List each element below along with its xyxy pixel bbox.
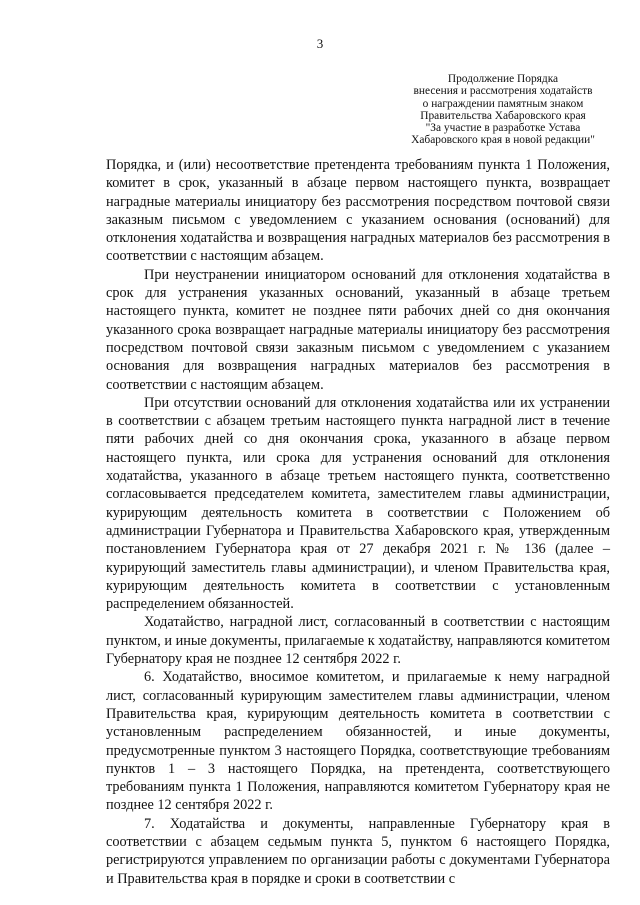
header-line: Продолжение Порядка bbox=[447, 73, 559, 85]
document-header bbox=[378, 73, 628, 147]
paragraph: При отсутствии оснований для отклонения ходатайства или их устранении в соответствии с абзацем третьим настоящего пункта наградной лист в течение пяти рабочих дней со дня окончания срока, указанного в абзаце первом настоящего пункта, или срока для устранения оснований для отклонения ходатайства, указанного в абзаце третьем настоящего пункта, соответственно согласовывается председателем комитета, заместителем главы администрации, курирующим деятельность комитета в соответствии с Положением об администрации Губернатора и Правительства Хабаровского края, утвержденным постановлением Губернатора края от 27 декабря 2021 г. № 136 (далее – курирующий заместитель главы администрации), и членом Правительства края, курирующим деятельность комитета в соответствии с установленным распределением обязанностей. bbox=[106, 394, 610, 613]
header-line: Правительства Хабаровского края bbox=[420, 109, 586, 122]
header-line: "За участие в разработке Устава bbox=[425, 122, 581, 135]
header-line: о награждении памятным знаком bbox=[422, 97, 584, 110]
header-line: внесения и рассмотрения ходатайств bbox=[413, 85, 593, 98]
document-body bbox=[106, 156, 610, 888]
paragraph-item-6: 6. Ходатайство, вносимое комитетом, и прилагаемые к нему наградной лист, согласованный курирующим заместителем главы администрации, членом Правительства края, курирующим деятельность комитета в соответствии с установленным распределением обязанностей, и иные документы, предусмотренные пунктом 3 настоящего Порядка, соответствующие требованиям пунктов 1 – 3 настоящего Порядка, на претендента, соответствующего требованиям пункта 1 Положения, направляются комитетом Губернатору края не позднее 12 сентября 2022 г. bbox=[106, 669, 610, 814]
page-number: 3 bbox=[316, 36, 324, 51]
paragraph-continuation: Порядка, и (или) несоответствие претендента требованиям пункта 1 Положения, комитет в срок, указанный в абзаце первом настоящего пункта, возвращает наградные материалы инициатору без рассмотрения посредством почтовой связи заказным письмом с уведомлением с указанием основания (оснований) для отклонения ходатайства и возвращения наградных материалов без рассмотрения в соответствии с настоящим абзацем. bbox=[106, 157, 610, 265]
paragraph: При неустранении инициатором оснований для отклонения ходатайства в срок для устранения указанных оснований, указанный в абзаце третьем настоящего пункта, комитет не позднее пяти рабочих дней со дня окончания указанного срока возвращает наградные материалы инициатору без рассмотрения посредством почтовой связи заказным письмом с уведомлением с указанием основания для возвращения наградных материалов без рассмотрения в соответствии с настоящим абзацем. bbox=[106, 266, 610, 393]
paragraph-item-7: 7. Ходатайства и документы, направленные Губернатору края в соответствии с абзацем седьмым пункта 5, пунктом 6 настоящего Порядка, регистрируются управлением по организации работы с документами Губернатора и Правительства края в порядке и сроки в соответствии с bbox=[106, 815, 610, 887]
header-line: Хабаровского края в новой редакции" bbox=[411, 134, 595, 147]
paragraph: Ходатайство, наградной лист, согласованный в соответствии с настоящим пунктом, и иные документы, прилагаемые к ходатайству, направляются комитетом Губернатору края не позднее 12 сентября 2022 г. bbox=[106, 614, 610, 668]
